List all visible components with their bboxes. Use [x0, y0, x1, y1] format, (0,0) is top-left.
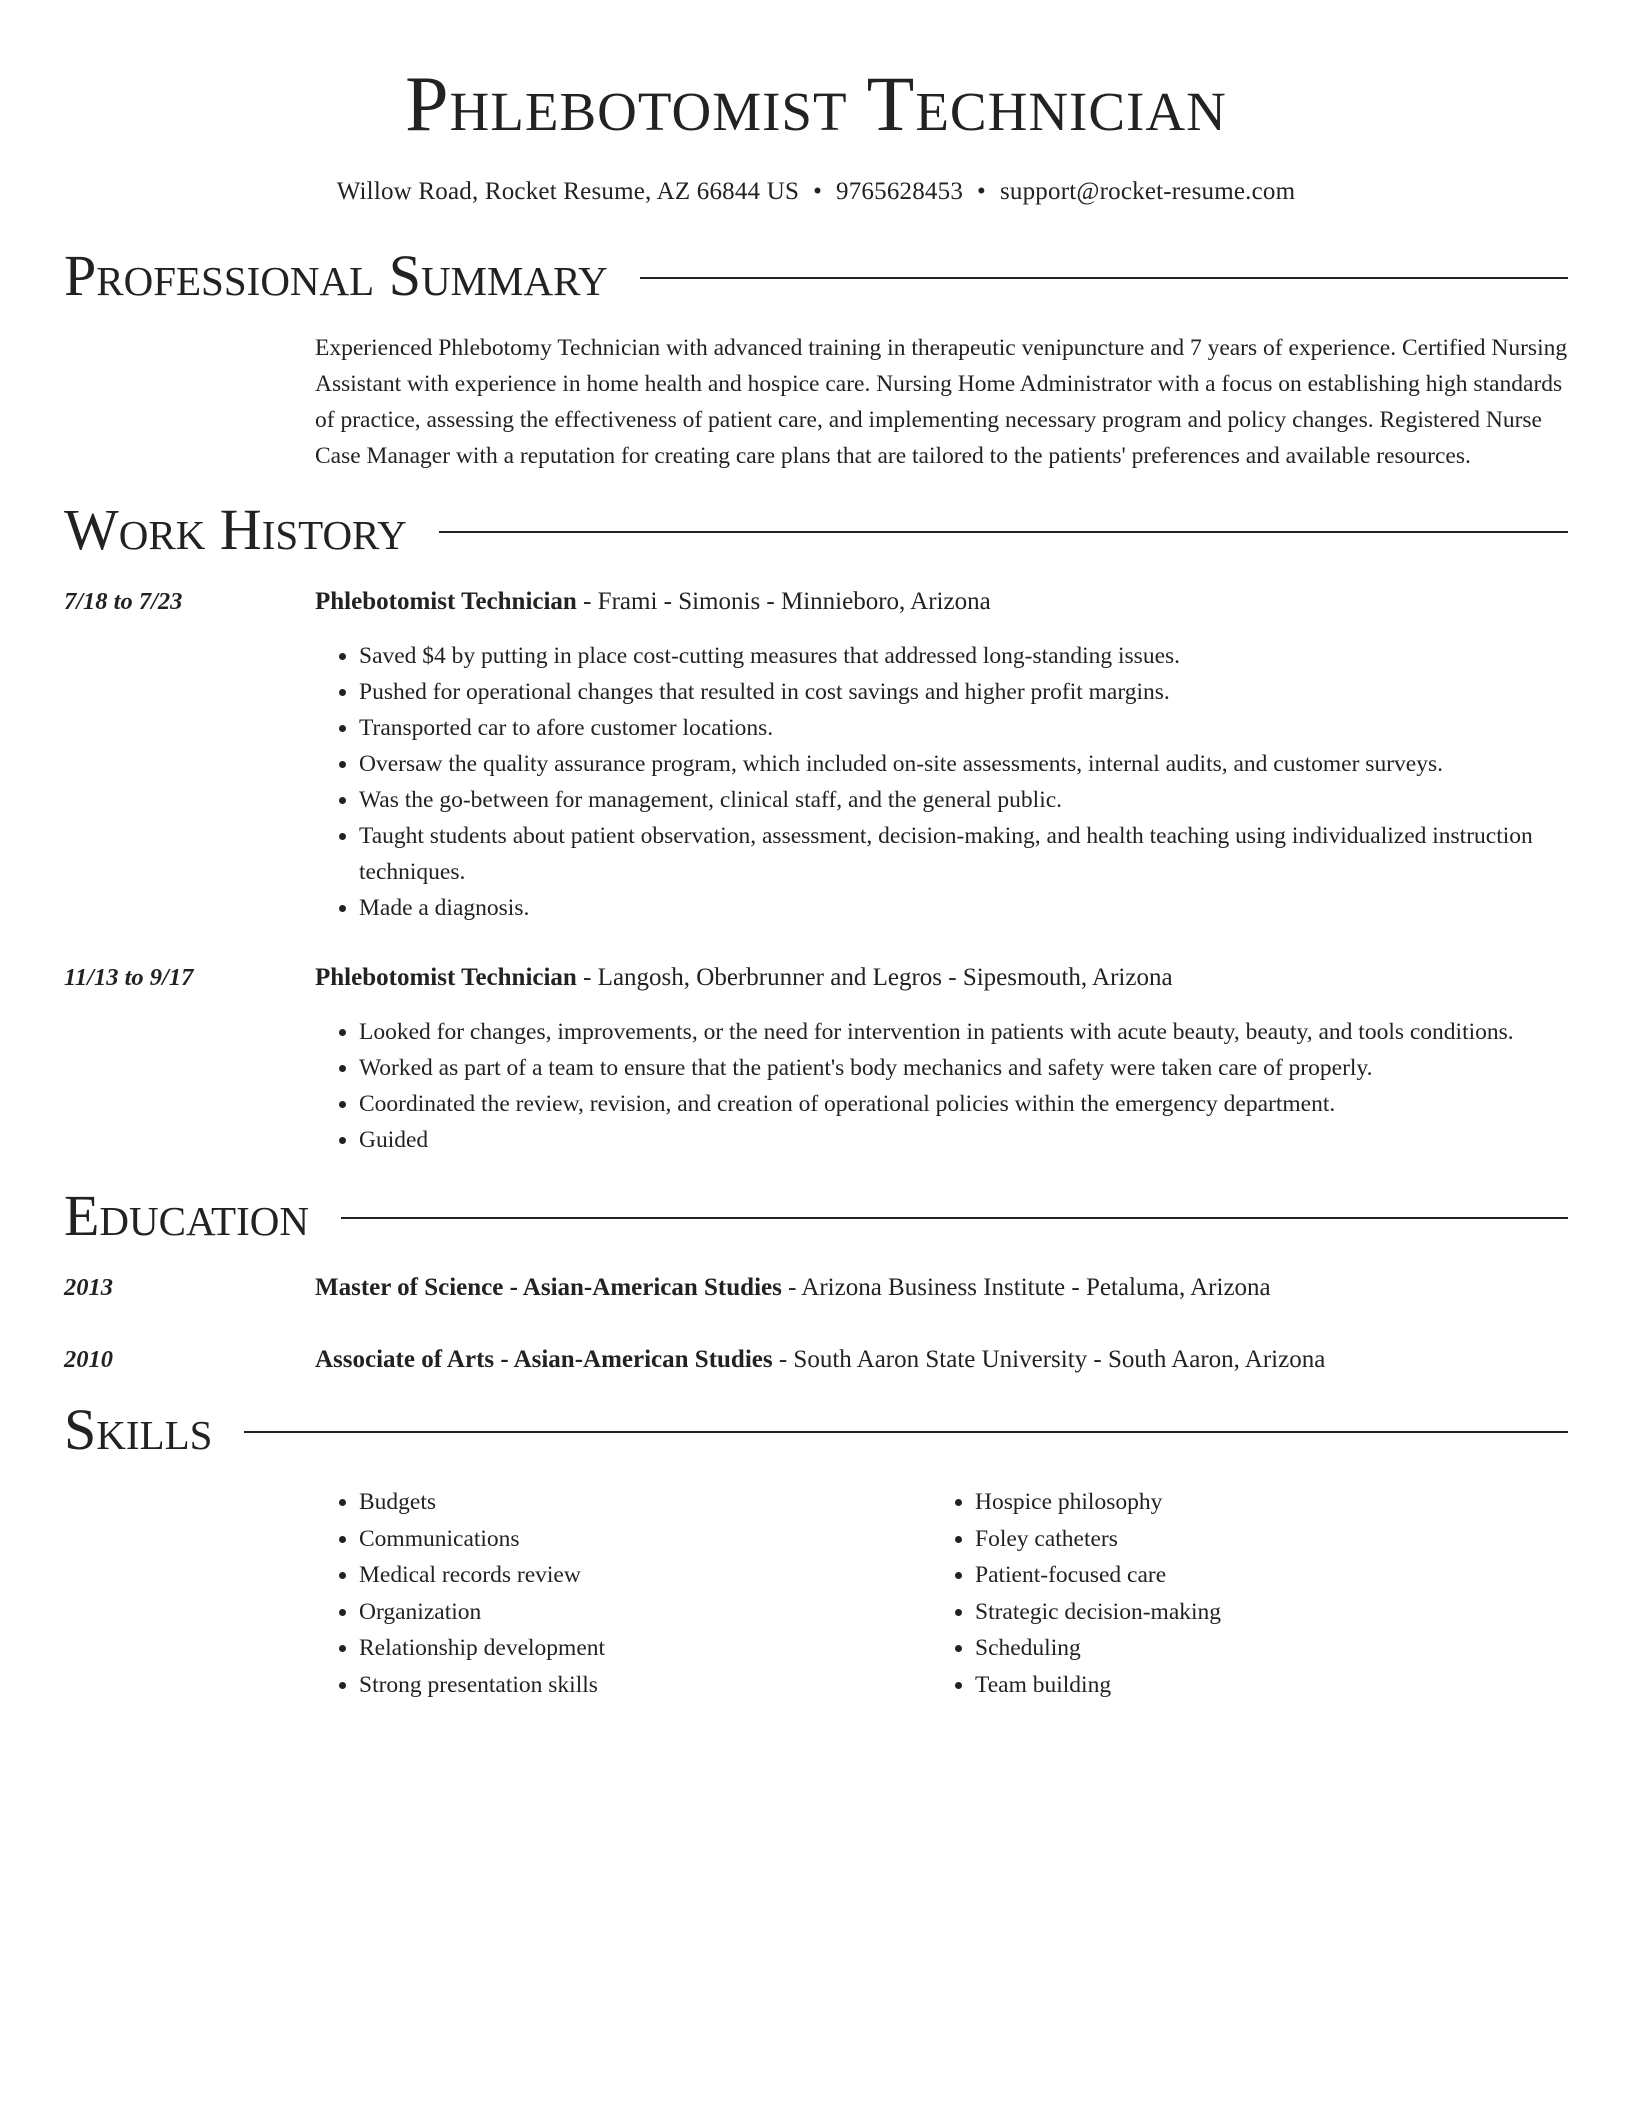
education-entry — [64, 1270, 1568, 1306]
skill-item: • Foley catheters — [975, 1521, 1547, 1558]
section-divider — [640, 277, 1568, 279]
work-heading: Work History — [64, 497, 407, 562]
education-section-header — [64, 1184, 1568, 1248]
job-details: - Frami - Simonis - Minnieboro, Arizona — [576, 588, 991, 615]
skills-grid — [315, 1484, 1568, 1703]
education-heading-line — [315, 1270, 1568, 1306]
education-year: 2010 — [64, 1346, 113, 1373]
education-degree: Associate of Arts - Asian-American Studies — [315, 1346, 773, 1373]
list-item: • Was the go-between for management, clinical staff, and the general public. — [359, 782, 1568, 818]
list-item: • Coordinated the review, revision, and creation of operational policies within the emergency department. — [359, 1086, 1568, 1122]
education-body — [315, 1342, 1568, 1378]
skill-item: • Patient-focused care — [975, 1557, 1547, 1594]
job-bullets — [315, 638, 1568, 926]
contact-phone: 9765628453 — [836, 178, 964, 205]
job-details: - Langosh, Oberbrunner and Legros - Sipesmouth, Arizona — [576, 964, 1173, 991]
education-degree: Master of Science - Asian-American Studies — [315, 1274, 782, 1301]
job-dates: 7/18 to 7/23 — [64, 588, 183, 615]
skill-item: • Relationship development — [359, 1630, 931, 1667]
list-item: • Looked for changes, improvements, or the need for intervention in patients with acute beauty, beauty, and tools conditions. — [359, 1014, 1568, 1050]
job-entry — [64, 960, 1568, 1158]
contact-line — [64, 176, 1568, 208]
job-bullets — [315, 1014, 1568, 1158]
section-divider — [244, 1431, 1568, 1433]
skill-item: • Strong presentation skills — [359, 1667, 931, 1704]
education-heading-line — [315, 1342, 1568, 1378]
list-item: • Made a diagnosis. — [359, 890, 1568, 926]
job-body — [315, 960, 1568, 1158]
summary-text: Experienced Phlebotomy Technician with advanced training in therapeutic venipuncture and 7 years of experience. Certified Nursing Assistant with experience in home health and hospice care. Nursing Home Administrator with a focus on establishing high standards of practice, assessing the effectiveness of patient care, and implementing necessary program and policy changes. Registered Nurse Case Manager with a reputation for creating care plans that are tailored to the patients' preferences and available resources. — [315, 335, 1568, 469]
list-item: • Oversaw the quality assurance program, which included on-site assessments, internal audits, and customer surveys. — [359, 746, 1568, 782]
skills-column-right — [931, 1484, 1547, 1703]
job-body — [315, 584, 1568, 926]
skill-item: • Strategic decision-making — [975, 1594, 1547, 1631]
education-body — [315, 1270, 1568, 1306]
list-item: • Pushed for operational changes that resulted in cost savings and higher profit margins. — [359, 674, 1568, 710]
education-details: - South Aaron State University - South Aaron, Arizona — [772, 1346, 1326, 1373]
job-entry — [64, 584, 1568, 926]
job-dates: 11/13 to 9/17 — [64, 964, 194, 991]
section-divider — [439, 531, 1568, 533]
list-item: • Worked as part of a team to ensure that the patient's body mechanics and safety were taken care of properly. — [359, 1050, 1568, 1086]
skills-section-header — [64, 1398, 1568, 1462]
summary-heading: Professional Summary — [64, 243, 608, 308]
skill-item: • Medical records review — [359, 1557, 931, 1594]
work-section-header — [64, 498, 1568, 562]
skill-item: • Organization — [359, 1594, 931, 1631]
list-item: • Taught students about patient observation, assessment, decision-making, and health teaching using individualized instruction techniques. — [359, 818, 1568, 890]
skills-list — [931, 1484, 1547, 1703]
skills-heading: Skills — [64, 1397, 213, 1462]
skill-item: • Team building — [975, 1667, 1547, 1704]
job-role: Phlebotomist Technician — [315, 964, 577, 991]
education-entry — [64, 1342, 1568, 1378]
skill-item: • Scheduling — [975, 1630, 1547, 1667]
list-item: • Saved $4 by putting in place cost-cutting measures that addressed long-standing issues. — [359, 638, 1568, 674]
skills-column-left — [315, 1484, 931, 1703]
job-heading — [315, 584, 1568, 620]
skill-item: • Hospice philosophy — [975, 1484, 1547, 1521]
contact-address: Willow Road, Rocket Resume, AZ 66844 US — [336, 178, 800, 205]
list-item: • Transported car to afore customer locations. — [359, 710, 1568, 746]
summary-section-header — [64, 244, 1568, 308]
education-heading: Education — [64, 1183, 309, 1248]
contact-email: support@rocket-resume.com — [999, 178, 1296, 205]
section-divider — [341, 1217, 1568, 1219]
education-details: - Arizona Business Institute - Petaluma, Arizona — [781, 1274, 1271, 1301]
skills-list — [315, 1484, 931, 1703]
education-year: 2013 — [64, 1274, 113, 1301]
skill-item: • Budgets — [359, 1484, 931, 1521]
job-heading — [315, 960, 1568, 996]
job-role: Phlebotomist Technician — [315, 588, 577, 615]
resume-title: Phlebotomist Technician — [405, 60, 1227, 147]
skill-item: • Communications — [359, 1521, 931, 1558]
contact-separator: • — [813, 178, 823, 205]
contact-separator: • — [977, 178, 986, 205]
list-item: • Guided — [359, 1122, 1568, 1158]
